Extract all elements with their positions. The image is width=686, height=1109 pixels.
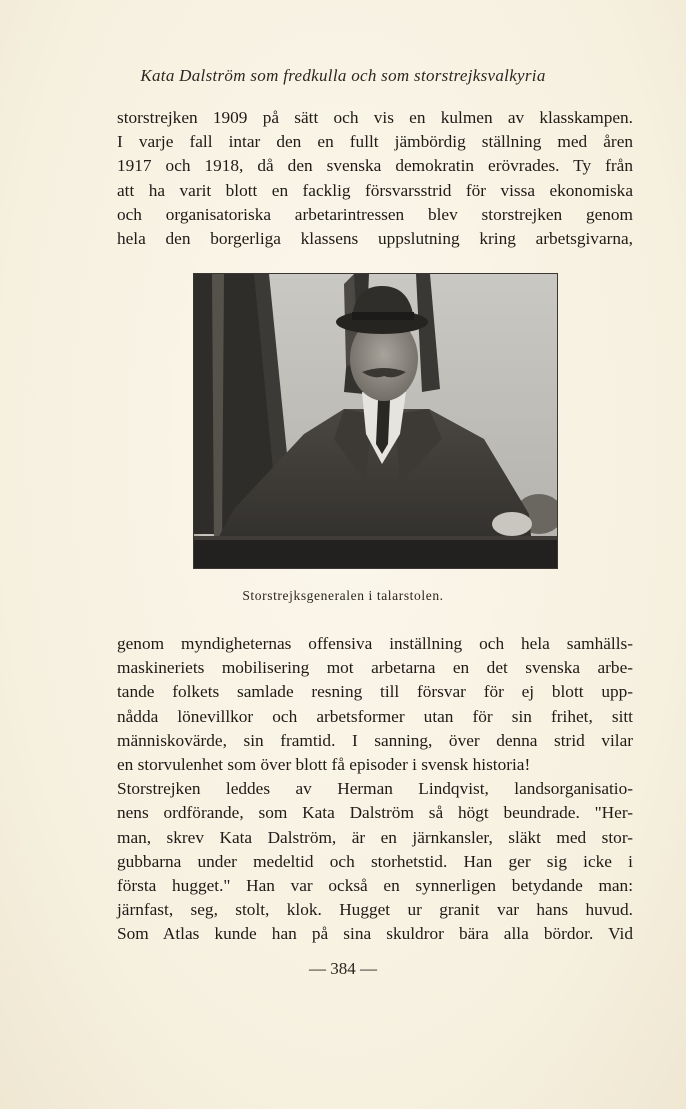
text-line: att ha varit blott en facklig försvarsstrid för vissa ekonomiska bbox=[117, 180, 633, 200]
text-line: I varje fall intar den en fullt jämbördig ställning med åren bbox=[117, 132, 633, 152]
text-line: Storstrejken leddes av Herman Lindqvist, landsorganisatio- bbox=[117, 779, 633, 799]
text-line: nådda lönevillkor och arbetsformer utan för sin frihet, sitt bbox=[117, 706, 633, 726]
text-line: järnfast, seg, stolt, klok. Hugget ur granit var hans huvud. bbox=[117, 900, 633, 920]
running-title: Kata Dalström som fredkulla och som storstrejksvalkyria bbox=[140, 66, 546, 85]
text-line: maskineriets mobilisering mot arbetarna en det svenska arbe- bbox=[117, 658, 633, 678]
portrait-photo bbox=[193, 273, 558, 569]
text-line: en storvulenhet som över blott få episoder i svensk historia! bbox=[117, 755, 531, 775]
text-line: människovärde, sin framtid. I sanning, över denna strid vilar bbox=[117, 730, 633, 750]
paragraph-top bbox=[117, 106, 633, 251]
text-line: och organisatoriska arbetarintressen blev storstrejken genom bbox=[117, 204, 633, 224]
text-line: 1917 och 1918, då den svenska demokratin erövrades. Ty från bbox=[117, 156, 633, 176]
text-line: man, skrev Kata Dalström, är en järnkansler, släkt med stor- bbox=[117, 827, 633, 847]
text-line: nens ordförande, som Kata Dalström så högt beundrade. "Her- bbox=[117, 803, 633, 823]
text-line: Som Atlas kunde han på sina skuldror bära alla bördor. Vid bbox=[117, 924, 633, 944]
paragraph-bottom bbox=[117, 632, 633, 947]
page-number: — 384 — bbox=[309, 959, 377, 978]
text-line: storstrejken 1909 på sätt och vis en kulmen av klasskampen. bbox=[117, 108, 633, 127]
text-line: hela den borgerliga klassens uppslutning kring arbetsgivarna, bbox=[117, 229, 633, 249]
text-line: genom myndigheternas offensiva inställning och hela samhälls- bbox=[117, 634, 633, 653]
photo-caption: Storstrejksgeneralen i talarstolen. bbox=[242, 588, 444, 603]
text-line: gubbarna under medeltid och storhetstid. Han ger sig icke i bbox=[117, 851, 633, 871]
text-line: tande folkets samlade resning till försvar för ej blott upp- bbox=[117, 682, 633, 702]
text-line: första hugget." Han var också en synnerligen betydande man: bbox=[117, 876, 633, 896]
